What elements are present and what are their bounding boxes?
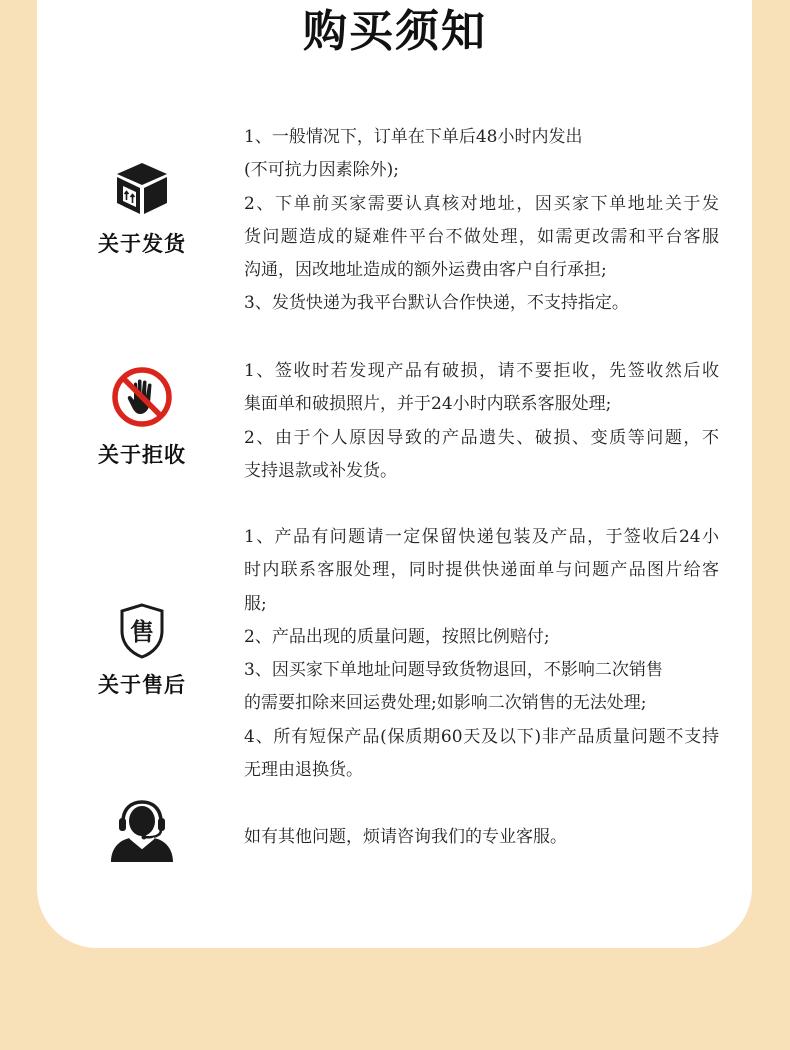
customer-service-icon-group — [82, 800, 202, 862]
text-line: 支持退款或补发货。 — [244, 460, 397, 481]
text-line: 2、由于个人原因导致的产品遗失、破损、变质等问题，不 — [244, 427, 719, 448]
text-line: 1、一般情况下，订单在下单后48小时内发出 — [244, 127, 583, 147]
text-line: 4、所有短保产品(保质期60天及以下)非产品质量问题不支持 — [244, 726, 719, 747]
text-line: 1、产品有问题请一定保留快递包装及产品，于签收后24小 — [244, 527, 719, 547]
text-line: 3、因买家下单地址问题导致货物退回，不影响二次销售 — [244, 660, 663, 681]
text-line: 沟通，因改地址造成的额外运费由客户自行承担; — [244, 260, 607, 281]
shipping-text — [244, 121, 719, 321]
text-line: 的需要扣除来回运费处理;如影响二次销售的无法处理; — [244, 693, 647, 714]
shield-char: 售 — [130, 618, 154, 646]
stop-hand-icon — [110, 365, 174, 429]
page-title: 购买须知 — [303, 6, 487, 57]
text-line: 服; — [244, 593, 267, 614]
refusal-text — [244, 355, 719, 488]
customer-service-text — [244, 821, 719, 854]
after-sales-shield-icon — [119, 603, 165, 659]
text-line: 时内联系客服处理，同时提供快递面单与问题产品图片给客 — [244, 560, 719, 581]
text-line: 3、发货快递为我平台默认合作快递，不支持指定。 — [244, 293, 629, 314]
section-label: 关于发货 — [98, 231, 186, 256]
text-line: 货问题造成的疑难件平台不做处理，如需更改需和平台客服 — [244, 226, 719, 247]
after-sales-text — [244, 521, 719, 787]
text-line: 无理由退换货。 — [244, 760, 363, 781]
after-sales-icon-group — [82, 603, 202, 699]
refusal-icon-group — [82, 365, 202, 469]
text-line: 集面单和破损照片，并于24小时内联系客服处理; — [244, 394, 612, 415]
text-line: 如有其他问题，烦请咨询我们的专业客服。 — [244, 827, 567, 847]
section-label: 关于售后 — [98, 672, 186, 697]
text-line: 2、产品出现的质量问题，按照比例赔付; — [244, 626, 550, 647]
text-line: (不可抗力因素除外); — [244, 160, 399, 181]
shipping-icon-group — [82, 160, 202, 258]
customer-service-icon — [109, 800, 175, 862]
section-label: 关于拒收 — [98, 442, 186, 467]
package-icon — [114, 160, 170, 216]
text-line: 1、签收时若发现产品有破损，请不要拒收，先签收然后收 — [244, 361, 719, 381]
text-line: 2、下单前买家需要认真核对地址，因买家下单地址关于发 — [244, 193, 719, 214]
